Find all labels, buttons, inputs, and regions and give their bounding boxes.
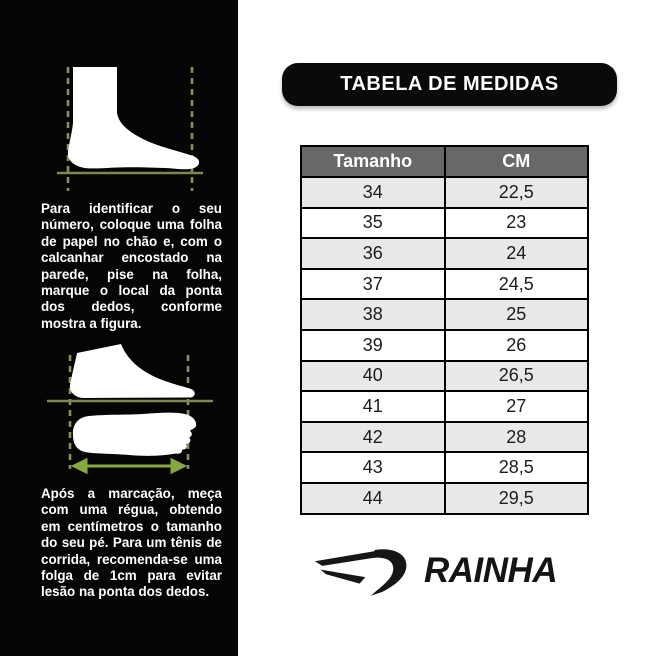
column-header-tamanho: Tamanho bbox=[301, 146, 445, 177]
foot-height-side-view-icon bbox=[45, 55, 215, 195]
title-banner bbox=[282, 63, 617, 106]
table-cell: 29,5 bbox=[445, 483, 589, 514]
table-cell: 39 bbox=[301, 330, 445, 361]
table-header-row bbox=[301, 146, 588, 177]
instructions-panel bbox=[0, 0, 238, 656]
brand-name: RAINHA bbox=[424, 551, 558, 590]
title-banner-label: TABELA DE MEDIDAS bbox=[340, 73, 559, 95]
table-row bbox=[301, 452, 588, 483]
size-table-body bbox=[301, 177, 588, 514]
table-row bbox=[301, 208, 588, 239]
table-row bbox=[301, 269, 588, 300]
rainha-wing-icon bbox=[313, 545, 411, 597]
table-cell: 26,5 bbox=[445, 361, 589, 392]
table-cell: 38 bbox=[301, 299, 445, 330]
instructions-step2: Após a marcação, meça com uma régua, obtendo em centímetros o tamanho do seu pé. Para um tênis de corrida, recomenda-se uma folga de 1cm para evitar lesão na ponta dos dedos. bbox=[41, 486, 222, 600]
table-cell: 28,5 bbox=[445, 452, 589, 483]
table-cell: 27 bbox=[445, 391, 589, 422]
table-cell: 25 bbox=[445, 299, 589, 330]
table-cell: 44 bbox=[301, 483, 445, 514]
brand-logo bbox=[313, 545, 557, 597]
table-cell: 22,5 bbox=[445, 177, 589, 208]
table-cell: 28 bbox=[445, 422, 589, 453]
instructions-step1: Para identificar o seu número, coloque uma folha de papel no chão e, com o calcanhar encostado na parede, pise na folha, marque o local da ponta dos dedos, conforme mostra a figura. bbox=[41, 201, 222, 331]
table-cell: 42 bbox=[301, 422, 445, 453]
table-row bbox=[301, 238, 588, 269]
table-row bbox=[301, 299, 588, 330]
table-row bbox=[301, 361, 588, 392]
table-row bbox=[301, 422, 588, 453]
table-cell: 24 bbox=[445, 238, 589, 269]
size-table bbox=[300, 145, 589, 515]
column-header-cm: CM bbox=[445, 146, 589, 177]
table-row bbox=[301, 391, 588, 422]
table-cell: 37 bbox=[301, 269, 445, 300]
table-row bbox=[301, 330, 588, 361]
table-cell: 40 bbox=[301, 361, 445, 392]
foot-length-measure-icon bbox=[45, 337, 215, 479]
table-cell: 43 bbox=[301, 452, 445, 483]
table-cell: 41 bbox=[301, 391, 445, 422]
table-cell: 34 bbox=[301, 177, 445, 208]
table-cell: 35 bbox=[301, 208, 445, 239]
table-cell: 26 bbox=[445, 330, 589, 361]
table-cell: 24,5 bbox=[445, 269, 589, 300]
table-row bbox=[301, 177, 588, 208]
table-cell: 36 bbox=[301, 238, 445, 269]
table-cell: 23 bbox=[445, 208, 589, 239]
table-row bbox=[301, 483, 588, 514]
